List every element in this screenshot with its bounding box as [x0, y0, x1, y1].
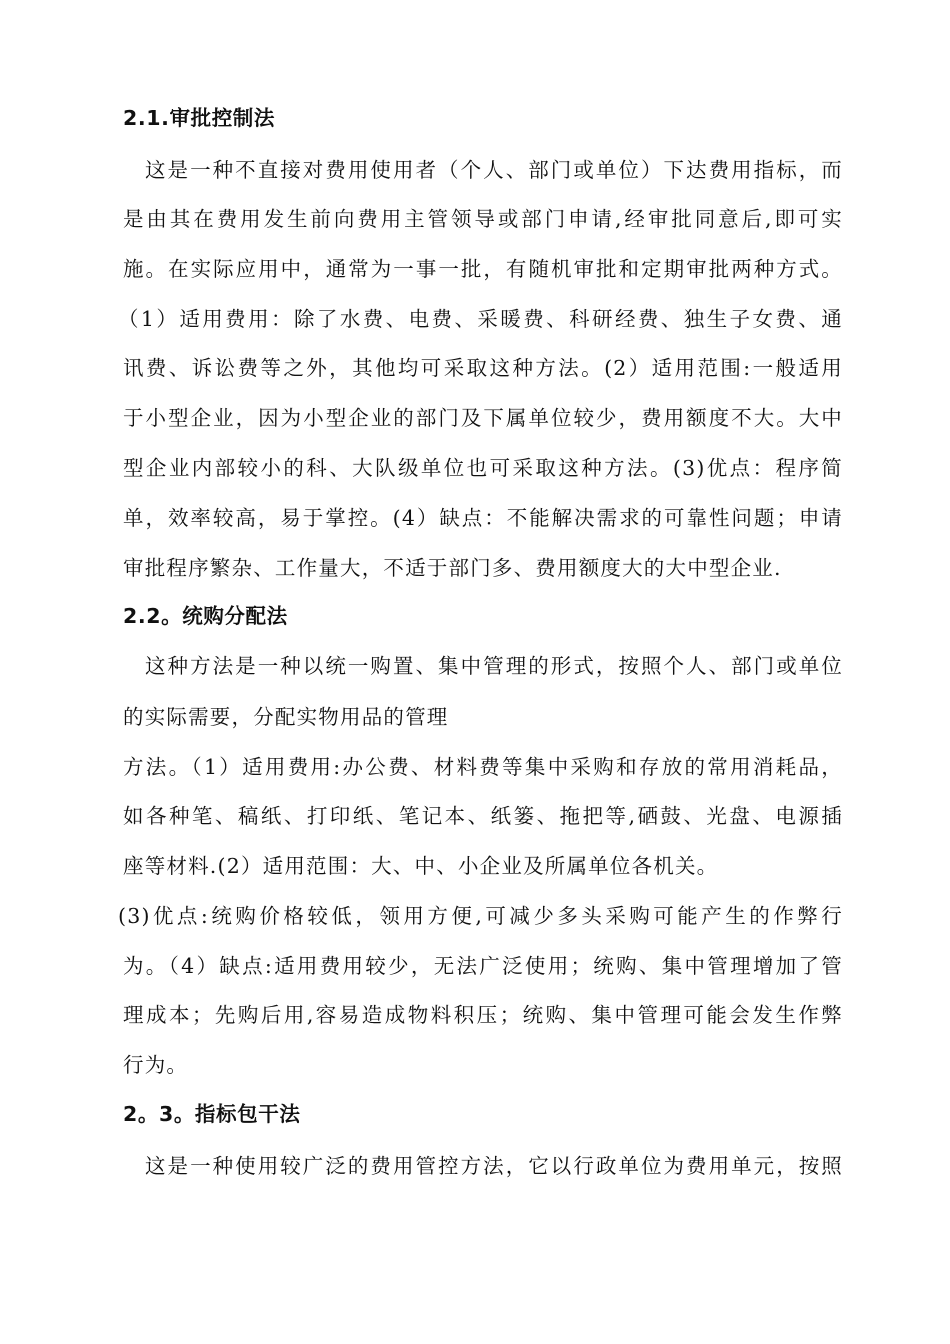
section-1-line-8: 单，效率较高，易于掌控。(4）缺点：不能解决需求的可靠性问题；申请 [123, 506, 843, 530]
section-1-line-2: 是由其在费用发生前向费用主管领导或部门申请,经审批同意后,即可实 [123, 207, 843, 231]
section-1-line-7: 型企业内部较小的科、大队级单位也可采取这种方法。(3)优点：程序简 [123, 456, 843, 480]
section-3-line-1: 这是一种使用较广泛的费用管控方法，它以行政单位为费用单元，按照 [145, 1154, 843, 1178]
section-2-line-2: 的实际需要，分配实物用品的管理 [123, 705, 449, 729]
section-1-line-1: 这是一种不直接对费用使用者（个人、部门或单位）下达费用指标，而 [145, 158, 843, 182]
section-2-line-1: 这种方法是一种以统一购置、集中管理的形式，按照个人、部门或单位 [145, 654, 843, 678]
section-2-line-9: 行为。 [123, 1053, 189, 1077]
section-2-line-8: 理成本；先购后用,容易造成物料积压；统购、集中管理可能会发生作弊 [123, 1003, 843, 1027]
section-1-line-6: 于小型企业，因为小型企业的部门及下属单位较少，费用额度不大。大中 [123, 406, 843, 430]
section-1-line-4: （1）适用费用：除了水费、电费、采暖费、科研经费、独生子女费、通 [118, 307, 843, 331]
section-2-line-6: (3)优点:统购价格较低，领用方便,可减少多头采购可能产生的作弊行 [118, 904, 843, 928]
section-2-line-5: 座等材料.(2）适用范围：大、中、小企业及所属单位各机关。 [123, 854, 719, 878]
section-2-line-7: 为。（4）缺点:适用费用较少，无法广泛使用；统购、集中管理增加了管 [123, 954, 843, 978]
section-2-line-4: 如各种笔、稿纸、打印纸、笔记本、纸篓、拖把等,硒鼓、光盘、电源插 [123, 804, 843, 828]
section-2-line-3: 方法。（1）适用费用:办公费、材料费等集中采购和存放的常用消耗品， [123, 755, 843, 779]
section-1-line-5: 讯费、诉讼费等之外，其他均可采取这种方法。(2）适用范围:一般适用 [123, 356, 843, 380]
section-2-heading: 2.2。统购分配法 [123, 604, 288, 628]
section-1-line-9: 审批程序繁杂、工作量大，不适于部门多、费用额度大的大中型企业. [123, 556, 782, 580]
section-1-line-3: 施。在实际应用中，通常为一事一批，有随机审批和定期审批两种方式。 [123, 257, 843, 281]
section-1-heading: 2.1.审批控制法 [123, 106, 276, 130]
section-3-heading: 2。3。指标包干法 [123, 1102, 301, 1126]
